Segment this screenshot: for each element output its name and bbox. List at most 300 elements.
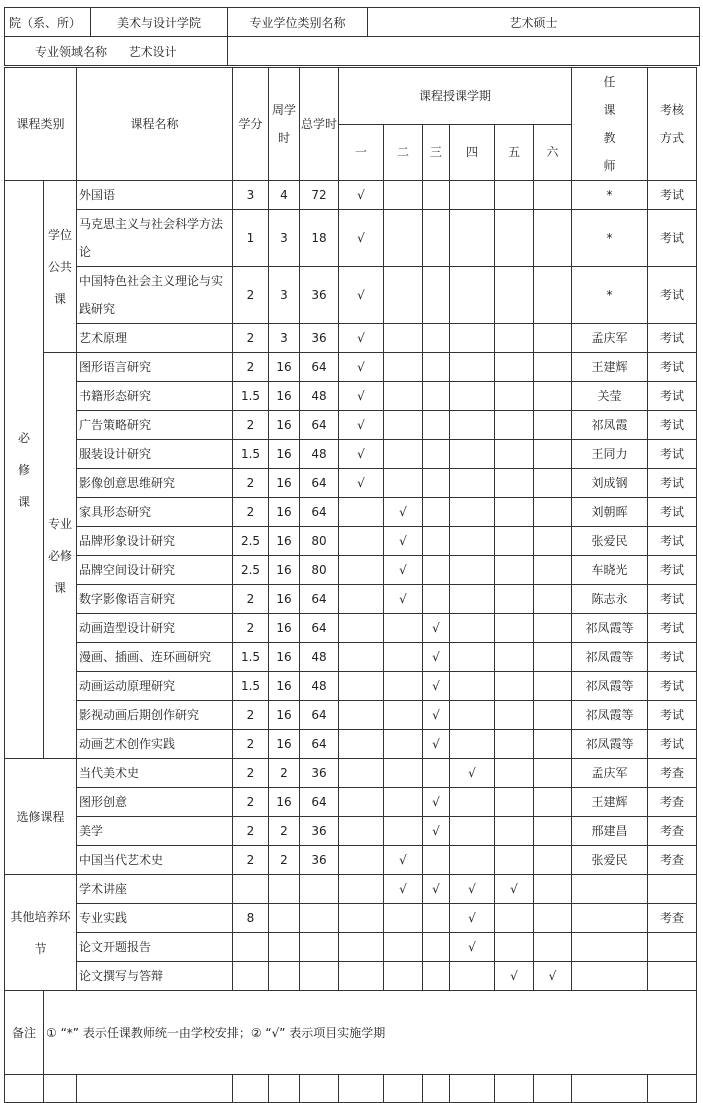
semester-5-mark bbox=[495, 440, 534, 469]
semester-5-mark: √ bbox=[495, 962, 534, 991]
semester-4-mark bbox=[450, 324, 495, 353]
col-header-semester-2: 二 bbox=[384, 124, 423, 181]
course-assessment: 考试 bbox=[648, 411, 697, 440]
course-credit: 2 bbox=[233, 324, 269, 353]
course-name: 数字影像语言研究 bbox=[77, 585, 233, 614]
course-name: 专业实践 bbox=[77, 904, 233, 933]
course-name: 影视动画后期创作研究 bbox=[77, 701, 233, 730]
col-header-total-hours: 总学时 bbox=[300, 68, 339, 181]
table-row bbox=[5, 817, 697, 846]
course-credit: 1 bbox=[233, 210, 269, 267]
semester-6-mark bbox=[534, 614, 572, 643]
course-weekly-hours bbox=[269, 875, 300, 904]
degree-type-label: 专业学位类别名称 bbox=[228, 8, 368, 37]
semester-1-mark: √ bbox=[339, 210, 384, 267]
course-teacher: 孟庆军 bbox=[572, 759, 648, 788]
semester-5-mark bbox=[495, 643, 534, 672]
course-name: 马克思主义与社会科学方法论 bbox=[77, 210, 233, 267]
course-credit: 2 bbox=[233, 353, 269, 382]
semester-4-mark bbox=[450, 672, 495, 701]
field-empty bbox=[228, 37, 700, 66]
course-assessment: 考试 bbox=[648, 440, 697, 469]
semester-5-mark bbox=[495, 382, 534, 411]
semester-1-mark: √ bbox=[339, 469, 384, 498]
empty-cell bbox=[384, 1075, 423, 1103]
semester-2-mark bbox=[384, 181, 423, 210]
course-assessment: 考试 bbox=[648, 585, 697, 614]
col-header-semester-1: 一 bbox=[339, 124, 384, 181]
course-weekly-hours: 16 bbox=[269, 701, 300, 730]
course-credit: 2 bbox=[233, 498, 269, 527]
semester-1-mark: √ bbox=[339, 353, 384, 382]
semester-3-mark bbox=[423, 759, 450, 788]
semester-4-mark: √ bbox=[450, 875, 495, 904]
col-header-assessment: 考核方式 bbox=[648, 68, 697, 181]
semester-4-mark bbox=[450, 643, 495, 672]
table-row bbox=[5, 701, 697, 730]
semester-3-mark: √ bbox=[423, 672, 450, 701]
semester-1-mark bbox=[339, 875, 384, 904]
table-row bbox=[5, 962, 697, 991]
course-total-hours: 48 bbox=[300, 672, 339, 701]
table-row bbox=[5, 210, 697, 267]
semester-5-mark bbox=[495, 672, 534, 701]
course-total-hours: 64 bbox=[300, 730, 339, 759]
dept-value: 美术与设计学院 bbox=[91, 8, 228, 37]
course-credit: 2 bbox=[233, 614, 269, 643]
course-total-hours: 72 bbox=[300, 181, 339, 210]
course-name: 当代美术史 bbox=[77, 759, 233, 788]
semester-6-mark bbox=[534, 324, 572, 353]
course-total-hours: 48 bbox=[300, 643, 339, 672]
empty-cell bbox=[534, 1075, 572, 1103]
col-header-category: 课程类别 bbox=[5, 68, 77, 181]
course-total-hours: 64 bbox=[300, 411, 339, 440]
course-credit: 1.5 bbox=[233, 672, 269, 701]
course-teacher bbox=[572, 962, 648, 991]
semester-1-mark bbox=[339, 817, 384, 846]
semester-6-mark bbox=[534, 210, 572, 267]
course-credit: 2 bbox=[233, 267, 269, 324]
course-assessment: 考试 bbox=[648, 672, 697, 701]
semester-4-mark bbox=[450, 962, 495, 991]
course-name: 中国当代艺术史 bbox=[77, 846, 233, 875]
course-credit: 2 bbox=[233, 585, 269, 614]
course-name: 家具形态研究 bbox=[77, 498, 233, 527]
semester-6-mark bbox=[534, 498, 572, 527]
empty-cell bbox=[5, 1075, 44, 1103]
course-credit: 2 bbox=[233, 759, 269, 788]
table-row bbox=[5, 353, 697, 382]
course-credit: 2 bbox=[233, 701, 269, 730]
course-name: 论文撰写与答辩 bbox=[77, 962, 233, 991]
course-weekly-hours: 16 bbox=[269, 469, 300, 498]
course-credit: 3 bbox=[233, 181, 269, 210]
course-assessment bbox=[648, 875, 697, 904]
semester-3-mark: √ bbox=[423, 788, 450, 817]
semester-4-mark: √ bbox=[450, 759, 495, 788]
table-row bbox=[5, 324, 697, 353]
semester-3-mark bbox=[423, 440, 450, 469]
dept-label: 院（系、所） bbox=[5, 8, 91, 37]
semester-4-mark bbox=[450, 382, 495, 411]
semester-4-mark bbox=[450, 469, 495, 498]
course-assessment: 考查 bbox=[648, 759, 697, 788]
col-header-semester-group: 课程授课学期 bbox=[339, 68, 572, 125]
semester-3-mark bbox=[423, 324, 450, 353]
course-credit: 8 bbox=[233, 904, 269, 933]
course-assessment: 考试 bbox=[648, 353, 697, 382]
course-name: 品牌形象设计研究 bbox=[77, 527, 233, 556]
course-teacher: * bbox=[572, 210, 648, 267]
course-total-hours bbox=[300, 962, 339, 991]
course-teacher: 祁凤霞等 bbox=[572, 672, 648, 701]
semester-1-mark: √ bbox=[339, 411, 384, 440]
semester-4-mark bbox=[450, 411, 495, 440]
semester-3-mark bbox=[423, 181, 450, 210]
semester-4-mark bbox=[450, 817, 495, 846]
table-row bbox=[5, 527, 697, 556]
semester-2-mark bbox=[384, 759, 423, 788]
semester-5-mark bbox=[495, 701, 534, 730]
semester-4-mark bbox=[450, 701, 495, 730]
semester-4-mark bbox=[450, 353, 495, 382]
course-teacher: 刘成钢 bbox=[572, 469, 648, 498]
semester-5-mark bbox=[495, 469, 534, 498]
semester-4-mark bbox=[450, 181, 495, 210]
empty-cell bbox=[77, 1075, 233, 1103]
semester-2-mark bbox=[384, 353, 423, 382]
semester-2-mark bbox=[384, 643, 423, 672]
course-total-hours: 64 bbox=[300, 498, 339, 527]
course-total-hours: 48 bbox=[300, 382, 339, 411]
semester-2-mark bbox=[384, 382, 423, 411]
course-teacher: 王同力 bbox=[572, 440, 648, 469]
course-weekly-hours: 16 bbox=[269, 527, 300, 556]
semester-6-mark bbox=[534, 904, 572, 933]
semester-5-mark: √ bbox=[495, 875, 534, 904]
course-teacher: * bbox=[572, 181, 648, 210]
group-major-required: 专业必修课 bbox=[44, 353, 77, 759]
semester-4-mark bbox=[450, 440, 495, 469]
semester-2-mark bbox=[384, 614, 423, 643]
course-weekly-hours: 16 bbox=[269, 643, 300, 672]
course-total-hours bbox=[300, 933, 339, 962]
semester-2-mark bbox=[384, 672, 423, 701]
semester-3-mark bbox=[423, 962, 450, 991]
semester-5-mark bbox=[495, 614, 534, 643]
semester-4-mark bbox=[450, 527, 495, 556]
course-weekly-hours bbox=[269, 962, 300, 991]
table-row bbox=[5, 382, 697, 411]
semester-3-mark bbox=[423, 498, 450, 527]
semester-5-mark bbox=[495, 759, 534, 788]
table-row bbox=[5, 498, 697, 527]
course-credit: 1.5 bbox=[233, 382, 269, 411]
course-credit: 1.5 bbox=[233, 643, 269, 672]
semester-3-mark bbox=[423, 527, 450, 556]
semester-2-mark: √ bbox=[384, 846, 423, 875]
course-weekly-hours: 16 bbox=[269, 585, 300, 614]
course-credit: 2.5 bbox=[233, 556, 269, 585]
course-name: 学术讲座 bbox=[77, 875, 233, 904]
col-header-credit: 学分 bbox=[233, 68, 269, 181]
empty-cell bbox=[572, 1075, 648, 1103]
course-name: 书籍形态研究 bbox=[77, 382, 233, 411]
empty-cell bbox=[44, 1075, 77, 1103]
semester-3-mark bbox=[423, 933, 450, 962]
semester-6-mark bbox=[534, 382, 572, 411]
semester-5-mark bbox=[495, 324, 534, 353]
course-assessment: 考查 bbox=[648, 788, 697, 817]
semester-5-mark bbox=[495, 267, 534, 324]
course-teacher: 邢建昌 bbox=[572, 817, 648, 846]
course-credit: 2 bbox=[233, 788, 269, 817]
semester-1-mark bbox=[339, 962, 384, 991]
course-weekly-hours: 3 bbox=[269, 210, 300, 267]
course-credit: 2 bbox=[233, 730, 269, 759]
course-credit: 1.5 bbox=[233, 440, 269, 469]
semester-1-mark: √ bbox=[339, 382, 384, 411]
semester-3-mark: √ bbox=[423, 701, 450, 730]
semester-3-mark bbox=[423, 267, 450, 324]
semester-6-mark bbox=[534, 411, 572, 440]
semester-3-mark: √ bbox=[423, 643, 450, 672]
course-weekly-hours: 2 bbox=[269, 759, 300, 788]
semester-4-mark bbox=[450, 585, 495, 614]
course-teacher: 车晓光 bbox=[572, 556, 648, 585]
empty-cell bbox=[300, 1075, 339, 1103]
semester-6-mark bbox=[534, 527, 572, 556]
course-teacher: 祁凤霞等 bbox=[572, 614, 648, 643]
course-total-hours: 64 bbox=[300, 585, 339, 614]
course-name: 艺术原理 bbox=[77, 324, 233, 353]
table-row bbox=[5, 904, 697, 933]
course-name: 美学 bbox=[77, 817, 233, 846]
table-row bbox=[5, 267, 697, 324]
col-header-semester-4: 四 bbox=[450, 124, 495, 181]
semester-6-mark bbox=[534, 469, 572, 498]
course-assessment: 考试 bbox=[648, 730, 697, 759]
semester-2-mark bbox=[384, 440, 423, 469]
course-teacher: * bbox=[572, 267, 648, 324]
semester-5-mark bbox=[495, 846, 534, 875]
col-header-name: 课程名称 bbox=[77, 68, 233, 181]
note-text: ① “*” 表示任课教师统一由学校安排；② “√” 表示项目实施学期 bbox=[44, 991, 697, 1075]
course-credit: 2 bbox=[233, 846, 269, 875]
course-weekly-hours: 16 bbox=[269, 672, 300, 701]
semester-5-mark bbox=[495, 181, 534, 210]
header-table bbox=[4, 7, 700, 66]
semester-2-mark: √ bbox=[384, 527, 423, 556]
course-teacher: 王建辉 bbox=[572, 788, 648, 817]
course-assessment bbox=[648, 962, 697, 991]
course-name: 影像创意思维研究 bbox=[77, 469, 233, 498]
semester-1-mark bbox=[339, 614, 384, 643]
semester-4-mark bbox=[450, 267, 495, 324]
semester-2-mark bbox=[384, 730, 423, 759]
course-weekly-hours: 3 bbox=[269, 267, 300, 324]
semester-3-mark bbox=[423, 411, 450, 440]
course-total-hours: 36 bbox=[300, 817, 339, 846]
semester-1-mark bbox=[339, 643, 384, 672]
field-label: 专业领域名称 bbox=[35, 44, 108, 59]
course-total-hours: 64 bbox=[300, 788, 339, 817]
table-row bbox=[5, 614, 697, 643]
semester-1-mark bbox=[339, 730, 384, 759]
table-row bbox=[5, 469, 697, 498]
semester-1-mark bbox=[339, 585, 384, 614]
semester-1-mark bbox=[339, 527, 384, 556]
semester-5-mark bbox=[495, 210, 534, 267]
course-teacher: 祁凤霞等 bbox=[572, 701, 648, 730]
group-required: 必修课 bbox=[5, 181, 44, 759]
course-name: 论文开题报告 bbox=[77, 933, 233, 962]
course-total-hours: 64 bbox=[300, 614, 339, 643]
table-row bbox=[5, 643, 697, 672]
semester-4-mark: √ bbox=[450, 904, 495, 933]
course-weekly-hours: 16 bbox=[269, 440, 300, 469]
semester-1-mark bbox=[339, 556, 384, 585]
semester-6-mark bbox=[534, 701, 572, 730]
course-assessment: 考试 bbox=[648, 556, 697, 585]
course-weekly-hours: 2 bbox=[269, 846, 300, 875]
semester-2-mark bbox=[384, 469, 423, 498]
course-weekly-hours: 16 bbox=[269, 556, 300, 585]
semester-6-mark bbox=[534, 788, 572, 817]
semester-1-mark bbox=[339, 701, 384, 730]
semester-6-mark bbox=[534, 817, 572, 846]
course-total-hours bbox=[300, 904, 339, 933]
semester-2-mark: √ bbox=[384, 556, 423, 585]
empty-cell bbox=[450, 1075, 495, 1103]
curriculum-table bbox=[4, 67, 697, 1103]
course-assessment: 考试 bbox=[648, 701, 697, 730]
semester-3-mark bbox=[423, 353, 450, 382]
semester-4-mark bbox=[450, 556, 495, 585]
course-assessment: 考试 bbox=[648, 527, 697, 556]
semester-6-mark bbox=[534, 585, 572, 614]
course-weekly-hours: 3 bbox=[269, 324, 300, 353]
course-teacher: 祁凤霞 bbox=[572, 411, 648, 440]
semester-6-mark bbox=[534, 643, 572, 672]
semester-2-mark bbox=[384, 267, 423, 324]
course-teacher bbox=[572, 904, 648, 933]
semester-3-mark: √ bbox=[423, 730, 450, 759]
semester-1-mark bbox=[339, 759, 384, 788]
semester-6-mark bbox=[534, 875, 572, 904]
course-name: 中国特色社会主义理论与实践研究 bbox=[77, 267, 233, 324]
semester-5-mark bbox=[495, 788, 534, 817]
course-name: 漫画、插画、连环画研究 bbox=[77, 643, 233, 672]
course-name: 广告策略研究 bbox=[77, 411, 233, 440]
group-other: 其他培养环节 bbox=[5, 875, 77, 991]
semester-1-mark bbox=[339, 904, 384, 933]
course-name: 品牌空间设计研究 bbox=[77, 556, 233, 585]
semester-4-mark bbox=[450, 788, 495, 817]
course-total-hours: 36 bbox=[300, 267, 339, 324]
course-teacher: 王建辉 bbox=[572, 353, 648, 382]
course-weekly-hours bbox=[269, 933, 300, 962]
table-row bbox=[5, 585, 697, 614]
col-header-semester-6: 六 bbox=[534, 124, 572, 181]
semester-5-mark bbox=[495, 498, 534, 527]
semester-2-mark bbox=[384, 788, 423, 817]
course-weekly-hours: 16 bbox=[269, 411, 300, 440]
col-header-semester-5: 五 bbox=[495, 124, 534, 181]
course-total-hours: 36 bbox=[300, 759, 339, 788]
semester-6-mark bbox=[534, 730, 572, 759]
group-degree-public: 学位公共课 bbox=[44, 181, 77, 353]
semester-5-mark bbox=[495, 411, 534, 440]
course-assessment: 考查 bbox=[648, 904, 697, 933]
course-credit: 2 bbox=[233, 469, 269, 498]
empty-cell bbox=[648, 1075, 697, 1103]
semester-2-mark: √ bbox=[384, 875, 423, 904]
table-row bbox=[5, 672, 697, 701]
semester-1-mark bbox=[339, 672, 384, 701]
semester-5-mark bbox=[495, 585, 534, 614]
course-weekly-hours: 16 bbox=[269, 382, 300, 411]
semester-5-mark bbox=[495, 556, 534, 585]
semester-4-mark bbox=[450, 210, 495, 267]
course-assessment: 考试 bbox=[648, 267, 697, 324]
semester-1-mark bbox=[339, 788, 384, 817]
course-name: 图形创意 bbox=[77, 788, 233, 817]
semester-2-mark: √ bbox=[384, 585, 423, 614]
course-name: 外国语 bbox=[77, 181, 233, 210]
course-assessment bbox=[648, 933, 697, 962]
course-teacher: 孟庆军 bbox=[572, 324, 648, 353]
semester-1-mark: √ bbox=[339, 440, 384, 469]
course-weekly-hours: 4 bbox=[269, 181, 300, 210]
course-weekly-hours: 16 bbox=[269, 788, 300, 817]
course-teacher: 陈志永 bbox=[572, 585, 648, 614]
table-row bbox=[5, 846, 697, 875]
semester-4-mark bbox=[450, 730, 495, 759]
semester-3-mark: √ bbox=[423, 817, 450, 846]
course-assessment: 考试 bbox=[648, 643, 697, 672]
table-row bbox=[5, 440, 697, 469]
course-teacher: 祁凤霞等 bbox=[572, 643, 648, 672]
course-total-hours: 18 bbox=[300, 210, 339, 267]
semester-6-mark bbox=[534, 759, 572, 788]
semester-1-mark: √ bbox=[339, 267, 384, 324]
semester-6-mark bbox=[534, 353, 572, 382]
semester-2-mark bbox=[384, 701, 423, 730]
course-total-hours: 64 bbox=[300, 701, 339, 730]
table-row bbox=[5, 181, 697, 210]
table-row bbox=[5, 411, 697, 440]
semester-3-mark: √ bbox=[423, 614, 450, 643]
degree-type-value: 艺术硕士 bbox=[368, 8, 700, 37]
course-teacher bbox=[572, 875, 648, 904]
course-assessment: 考试 bbox=[648, 469, 697, 498]
semester-5-mark bbox=[495, 904, 534, 933]
course-name: 动画运动原理研究 bbox=[77, 672, 233, 701]
course-name: 动画艺术创作实践 bbox=[77, 730, 233, 759]
semester-6-mark bbox=[534, 440, 572, 469]
semester-2-mark bbox=[384, 411, 423, 440]
semester-1-mark bbox=[339, 846, 384, 875]
semester-4-mark bbox=[450, 498, 495, 527]
course-assessment: 考试 bbox=[648, 498, 697, 527]
course-name: 图形语言研究 bbox=[77, 353, 233, 382]
semester-4-mark bbox=[450, 846, 495, 875]
semester-6-mark bbox=[534, 933, 572, 962]
semester-4-mark bbox=[450, 614, 495, 643]
semester-2-mark bbox=[384, 817, 423, 846]
